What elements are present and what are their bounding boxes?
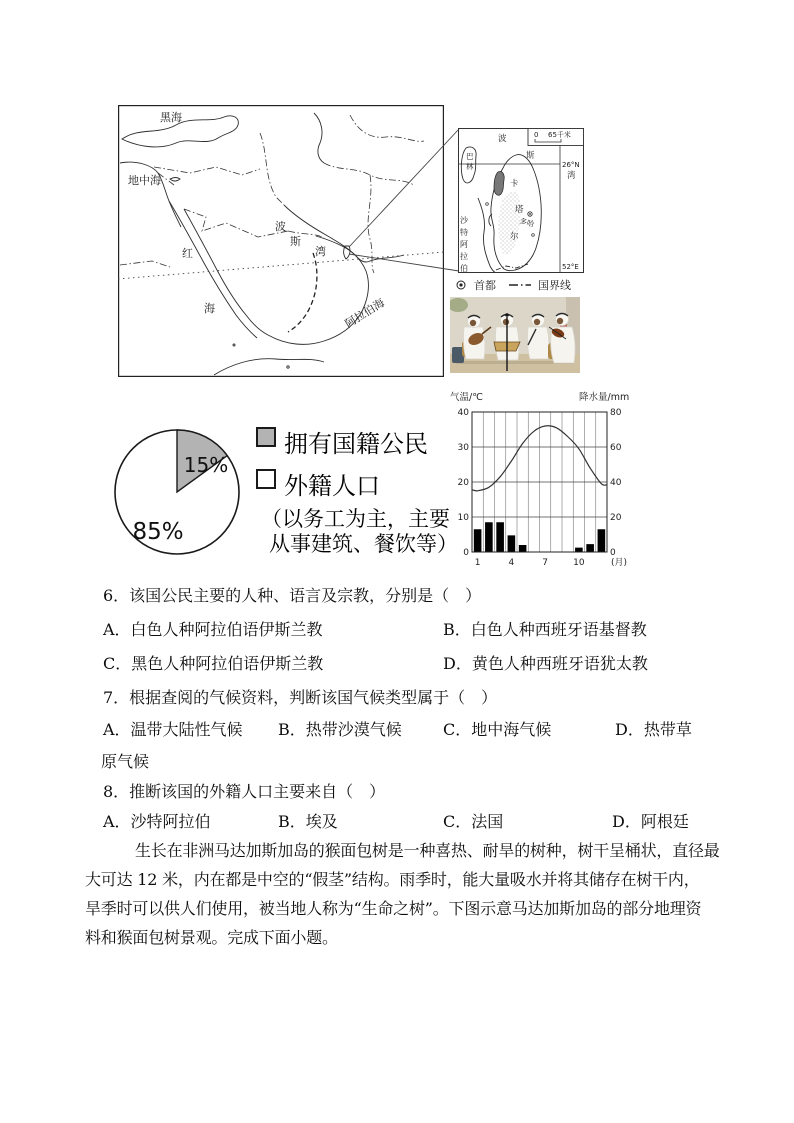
question-7-option-a: A．温带大陆性气候 xyxy=(103,720,243,739)
question-6-option-a: A．白色人种阿拉伯语伊斯兰教 xyxy=(103,620,323,639)
question-7-stem: 7．根据查阅的气候资料，判断该国气候类型属于（ ） xyxy=(103,688,498,707)
musicians-photo xyxy=(450,297,580,373)
coastlines xyxy=(120,113,404,375)
qatar-inset-map xyxy=(458,128,584,273)
inset-map-label: 湾 xyxy=(567,171,576,181)
question-6-option-c: C．黑色人种阿拉伯语伊斯兰教 xyxy=(103,654,324,673)
right-tick-label: 20 xyxy=(610,513,622,523)
legend-label-citizens: 拥有国籍公民 xyxy=(284,430,428,458)
right-tick-label: 80 xyxy=(610,408,622,418)
svg-text:65千米: 65千米 xyxy=(548,131,571,139)
right-tick-label: 40 xyxy=(610,478,622,488)
question-8-option-d: D．阿根廷 xyxy=(612,812,689,831)
question-text-row xyxy=(0,685,794,707)
precipitation-bar xyxy=(598,529,606,552)
precipitation-bar xyxy=(586,544,594,552)
desert-stipple xyxy=(499,192,522,255)
x-tick-label: 4 xyxy=(508,558,515,568)
question-text-row xyxy=(0,717,794,739)
question-6-option-b: B．白色人种西班牙语基督教 xyxy=(443,620,647,639)
legend-swatch-foreign xyxy=(256,469,276,489)
question-text-row xyxy=(0,779,794,801)
x-tick-label: 10 xyxy=(573,558,585,568)
question-text-row xyxy=(0,749,794,771)
right-axis-title: 降水量/mm xyxy=(579,392,630,403)
question-text-row xyxy=(0,651,794,673)
question-text-row xyxy=(0,583,794,605)
question-6-stem: 6．该国公民主要的人种、语言及宗教，分别是（ ） xyxy=(103,586,482,605)
inset-map-label: 多哈 xyxy=(518,216,536,229)
right-tick-label: 0 xyxy=(610,548,616,558)
question-8-stem: 8．推断该国的外籍人口主要来自（ ） xyxy=(103,782,386,801)
left-tick-label: 30 xyxy=(457,443,469,453)
question-text-row xyxy=(0,809,794,831)
precipitation-bar xyxy=(496,522,504,552)
left-tick-label: 20 xyxy=(457,478,469,488)
left-tick-label: 0 xyxy=(463,548,469,558)
border-line-icon xyxy=(509,281,531,289)
question-7-option-b: B．热带沙漠气候 xyxy=(278,720,402,739)
legend-note-line1: （以务工为主，主要 xyxy=(261,507,450,531)
inset-map-label: 卡 xyxy=(510,179,519,189)
precipitation-bar xyxy=(508,535,516,552)
inset-map-label: 波 xyxy=(498,134,507,144)
inset-map-label: 拉 xyxy=(460,252,468,261)
inset-map-legend xyxy=(455,277,571,293)
inset-map-label: 斯 xyxy=(526,151,535,161)
inset-map-label: 26°N xyxy=(562,161,580,169)
pie-label-15: 15% xyxy=(183,453,229,477)
precipitation-bar xyxy=(519,545,527,552)
legend-label-foreign: 外籍人口 xyxy=(284,472,380,500)
x-axis-unit: (月) xyxy=(611,558,628,568)
question-text-row xyxy=(0,617,794,639)
dashed-border xyxy=(288,253,317,332)
precipitation-bar xyxy=(485,522,493,552)
question-6-option-d: D．黄色人种西班牙语犹太教 xyxy=(443,654,648,673)
question-8-option-b: B．埃及 xyxy=(278,812,338,831)
capital-icon xyxy=(455,279,467,291)
city-marker xyxy=(486,203,489,206)
map-label: 红 xyxy=(182,247,193,260)
inset-map-label: 52°E xyxy=(562,263,579,271)
map-label: 黑海 xyxy=(160,111,182,124)
map-label: 斯 xyxy=(290,235,301,248)
question-8-option-a: A．沙特阿拉伯 xyxy=(103,812,211,831)
passage-line: 料和猴面包树景观。完成下面小题。 xyxy=(85,928,338,947)
svg-text:0: 0 xyxy=(534,131,539,139)
tropic-line xyxy=(118,252,444,279)
inset-map-label: 尔 xyxy=(510,232,519,242)
country-borders xyxy=(120,115,424,273)
question-7-option-d-wrap: 原气候 xyxy=(101,752,150,771)
map-label: 地中海 xyxy=(128,174,161,187)
legend-note-line2: 从事建筑、餐饮等） xyxy=(269,532,458,556)
map-label: 波 xyxy=(275,220,286,233)
legend-border-label: 国界线 xyxy=(538,279,571,292)
left-tick-label: 40 xyxy=(457,408,469,418)
inset-map-label: 塔 xyxy=(515,205,524,215)
map-label: 湾 xyxy=(315,245,326,258)
middle-east-map xyxy=(118,105,444,377)
passage-line: 生长在非洲马达加斯加岛的猴面包树是一种喜热、耐旱的树种，树干呈桶状，直径最 xyxy=(135,841,720,860)
inset-map-label: 林 xyxy=(466,162,474,171)
left-tick-label: 10 xyxy=(457,513,469,523)
question-8-option-c: C．法国 xyxy=(443,812,504,831)
x-tick-label: 1 xyxy=(474,558,481,568)
x-tick-label: 7 xyxy=(542,558,548,568)
inset-map-label: 巴 xyxy=(466,152,474,161)
saudi-coast xyxy=(478,198,496,273)
sabkha-area xyxy=(494,171,504,195)
precipitation-bar xyxy=(575,548,583,552)
inset-map-label: 伯 xyxy=(460,264,468,273)
precipitation-bar xyxy=(474,529,482,552)
inset-map-label: 阿 xyxy=(460,240,468,249)
climate-chart xyxy=(448,388,678,573)
passage-line: 旱季时可以供人们使用，被当地人称为“生命之树”。下图示意马达加斯加岛的部分地理资 xyxy=(85,899,702,918)
inset-map-label: 特 xyxy=(460,228,468,237)
pie-label-85: 85% xyxy=(132,519,184,545)
right-tick-label: 60 xyxy=(610,443,622,453)
map-label: 海 xyxy=(204,302,215,315)
passage-line: 大可达 12 米，内在都是中空的“假茎”结构。雨季时，能大量吸水并将其储存在树干内， xyxy=(85,870,700,889)
city-marker xyxy=(532,234,535,237)
question-7-option-c: C．地中海气候 xyxy=(443,720,552,739)
inset-map-label: 沙 xyxy=(460,216,468,225)
map-label: 阿拉伯海 xyxy=(342,296,387,331)
left-axis-title: 气温/℃ xyxy=(450,392,483,403)
legend-swatch-citizens xyxy=(256,427,276,447)
population-pie-chart xyxy=(108,420,258,570)
question-7-option-d: D．热带草 xyxy=(615,720,692,739)
legend-capital-label: 首都 xyxy=(474,279,496,292)
